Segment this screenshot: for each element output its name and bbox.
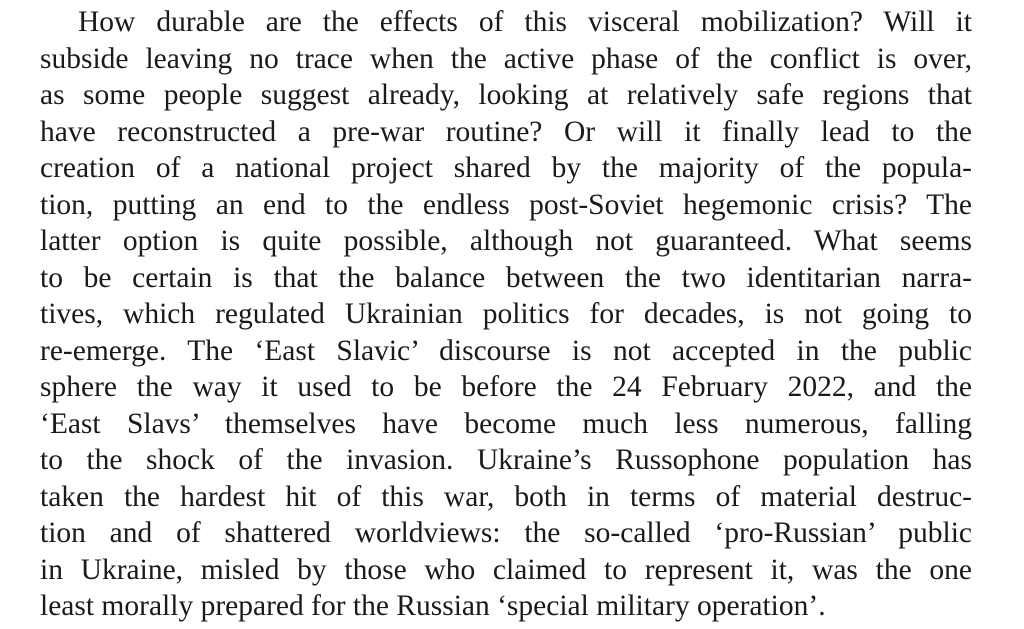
text-line: to be certain is that the balance between the two identitarian narra- [40, 261, 972, 294]
body-paragraph [40, 4, 972, 625]
text-line: creation of a national project shared by the majority of the popula- [40, 152, 972, 184]
text-line: tion, putting an end to the endless post-Soviet hegemonic crisis? The [40, 188, 972, 221]
text-line: to the shock of the invasion. Ukraine’s Russophone population has [40, 444, 972, 476]
text-line: tives, which regulated Ukrainian politics for decades, is not going to [40, 298, 972, 330]
text-line: taken the hardest hit of this war, both in terms of material destruc- [40, 480, 972, 513]
text-line: tion and of shattered worldviews: the so-called ‘pro-Russian’ public [40, 517, 972, 549]
text-line: sphere the way it used to be before the 24 February 2022, and the [40, 371, 972, 403]
text-line: ‘East Slavs’ themselves have become much less numerous, falling [40, 407, 972, 440]
text-line: subside leaving no trace when the active phase of the conflict is over, [40, 42, 972, 75]
text-line: in Ukraine, misled by those who claimed to represent it, was the one [40, 553, 972, 586]
document-page [40, 0, 972, 629]
text-line: latter option is quite possible, although not guaranteed. What seems [40, 225, 972, 257]
text-line: least morally prepared for the Russian ‘special military operation’. [40, 590, 826, 622]
text-line: re-emerge. The ‘East Slavic’ discourse is not accepted in the public [40, 334, 972, 367]
text-line: have reconstructed a pre-war routine? Or will it finally lead to the [40, 115, 972, 148]
text-line: as some people suggest already, looking at relatively safe regions that [40, 79, 972, 111]
text-line: How durable are the effects of this visceral mobilization? Will it [78, 6, 972, 38]
